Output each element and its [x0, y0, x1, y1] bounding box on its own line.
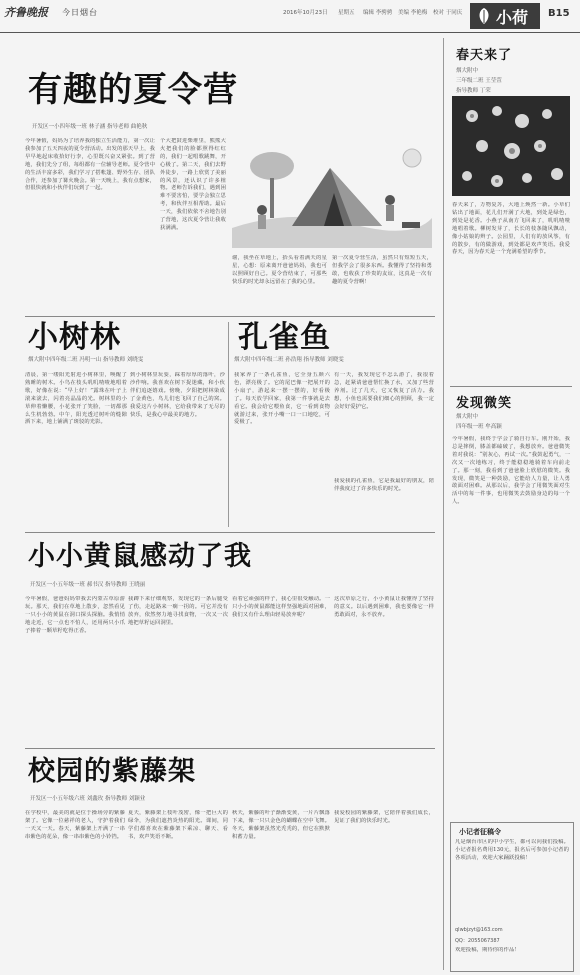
article-text-column: 谢，我坐在草地上，抬头看着满天的星星，心想：原来离开爸爸妈妈，我也可以照顾好自己。夏令营结束了，可那些快乐的时光却永远留在了我的心里。 — [232, 255, 327, 285]
camp-illustration — [232, 138, 432, 248]
notice-box — [450, 822, 574, 972]
article-text-column: 到小树林里玩耍，踩着厚厚的落叶，沙沙作响。我喜欢在树下捉迷藏，和小伙伴们追逐嬉戏。傍晚，夕阳把树林染成了金黄色，鸟儿们也飞回了自己的窝。我爱这片小树林，它给我带来了无尽的快乐，是我心中最美的地方。 — [130, 372, 225, 418]
section-tab — [470, 3, 540, 29]
masthead-bar — [0, 0, 580, 34]
article-text-column: 有一天，我发现它不怎么游了，我很着急，赶紧请爸爸帮忙换了水，又加了些营养剂。过了几天，它又恢复了活力。我想，小鱼也需要我们细心的照顾，我一定会好好爱护它。 — [334, 372, 434, 410]
article-text-column: 我爱我的孔雀鱼，它是我最好的朋友，陪伴我度过了许多快乐的时光。 — [334, 478, 434, 492]
article-text-column: 我家养了一条孔雀鱼，它全身五颜六色，漂亮极了。它的尾巴像一把展开的小扇子，游起来一摆一摆的，好看极了。每天放学回家，我第一件事就是去看它。我会给它喂鱼食，它一看到食物就游过来，张开小嘴一口一口地吃，可爱极了。 — [234, 372, 330, 426]
section-name: 小荷 — [496, 8, 529, 27]
article-text-column: 今年暑假，爸爸妈妈带我去内蒙古草原游玩。那天，我们在草地上散步，忽然看见一只小小的黄鼠在洞口探头探脑。我悄悄地走近，它一点也不怕人，还用两只小爪子捧着一颗草籽吃得正香。 — [25, 596, 125, 634]
sidebar-article-title: 发现微笑 — [456, 396, 513, 411]
sidebar-article-body: 春天来了，万物复苏，大地上焕然一新。小草们钻出了地面，花儿们开满了大地，到处是绿色，到处是花香。小燕子从南方飞回来了，叽叽喳喳地唱着歌。柳树发芽了，长长的枝条随风飘动，像小姑娘的辫子。公园里，人们有的放风筝，有的散步，有的做游戏，到处都是欢声笑语。我爱春天，因为春天是一个充满希望的季节。 — [452, 202, 570, 256]
flower-photo — [452, 96, 570, 196]
article-text-column: 这次草原之行，小小黄鼠让我懂得了坚持的意义。以后遇到困难，我也要像它一样勇敢面对，永不放弃。 — [334, 596, 434, 618]
notice-qq: QQ：2055067387 — [455, 938, 500, 944]
notice-title: 小记者征稿令 — [459, 828, 501, 836]
section-divider — [25, 316, 435, 317]
notice-email[interactable]: qlwbjzyt@163.com — [455, 927, 503, 933]
leaf-icon — [476, 7, 492, 29]
designer-credit: 美编 李艳梅 — [398, 10, 428, 16]
article-text-column: 清晨，第一缕阳光射进小树林里，唤醒了熟睡的树木。小鸟在枝头叽叽喳喳地唱着歌，好像在说：“早上好！”露珠在叶子上滚来滚去，闪着亮晶晶的光。树林里的小草伸着懒腰，小花张开了笑脸，一切都那么生机勃勃。中午，阳光透过树叶的缝隙洒下来，地上铺满了斑驳的光影。 — [25, 372, 127, 426]
sidebar-article-title: 春天来了 — [456, 48, 513, 63]
column-divider — [228, 322, 229, 527]
article-text-column: 第一次夏令营生活，虽然只有短短五天，但我学会了很多东西。我懂得了坚持和勇敢，也收获了珍贵的友谊，这真是一次有趣的夏令营啊！ — [332, 255, 432, 285]
article-text-column: 在学校中，最美的就是位于操场旁的紫藤架了。它像一位慈祥的老人，守护着我们一天又一天。春天，紫藤架上开满了一串串紫色的花朵，像一串串紫色的小铃铛。 — [25, 810, 125, 840]
article-text-column: 我爱校园的紫藤架，它陪伴着我们成长，见证了我们的快乐时光。 — [334, 810, 434, 824]
notice-body: 凡是烟台市区的中小学生，都可以向我们投稿。小记者报名费用130元，报名后可参加小记者的各项活动，欢迎大家踊跃投稿！ — [455, 839, 569, 861]
issue-weekday: 星期五 — [338, 10, 355, 16]
editor-credit: 编辑 李骋骋 — [363, 10, 393, 16]
sidebar-divider — [450, 386, 572, 387]
article-text-column: 我蹲下来仔细观察，发现它的一条后腿受了伤，走起路来一瘸一拐的。可它并没有放弃，依然努力地寻找食物，一次又一次地把草籽运回洞里。 — [128, 596, 228, 626]
section-divider — [25, 532, 435, 533]
article-title: 小树林 — [28, 320, 121, 355]
article-byline: 烟大附中四年级二班 冯明一山 指导教师 刘晓雯 — [28, 357, 144, 363]
sidebar-school: 烟大附中 — [456, 414, 479, 420]
edition-label: 今日烟台 — [62, 8, 98, 17]
article-text-column: 夏天，紫藤架上枝叶茂密，像一把巨大的绿伞，为我们遮挡炎热的阳光。课间，同学们都喜欢在紫藤架下乘凉、聊天、看书，欢声笑语不断。 — [128, 810, 228, 840]
header-rule — [0, 32, 580, 33]
sidebar-school: 烟大附中 — [456, 68, 479, 74]
article-title: 有趣的夏令营 — [28, 70, 238, 110]
sidebar-divider — [443, 38, 444, 970]
article-text-column: 今年暑假，妈妈为了培养我的独立生活能力，第一次让我参加了五天四夜的夏令营活动。出发的那天早上，我早早地起床收拾好行李，心里既兴奋又紧张。到了营地，我们先分了组，每组都有一位辅导老师。夏令营中的生活丰富多彩，我们学习了搭帐篷、野外生存、团队合作，还参加了篝火晚会。第一天晚上，我有点想家，但很快就和小伙伴们玩到了一起。 — [25, 138, 155, 192]
sidebar-article-body: 今年暑假，我终于学会了骑自行车。刚开始，我总是摔倒，膝盖都磕破了，我想放弃。爸爸微笑着对我说：“别灰心，再试一次。”我鼓起勇气，一次又一次地练习，终于能稳稳地骑着车向前走了。那一刻，我看到了爸爸脸上欣慰的微笑。我发现，微笑是一种鼓励，它能给人力量，让人勇敢面对困难。从那以后，我学会了用微笑面对生活中的每一件事，也用微笑去鼓励身边的每一个人。 — [452, 436, 570, 506]
sidebar-author: 四年级一班 牟高颖 — [456, 424, 502, 430]
article-text-column: 个大把鼓进柴堆里，熊熊大火把我们的脸都照得红红的，我们一起唱歌跳舞，开心极了。第二天，我们去野外徒步，一路上欣赏了美丽的风景，还认识了许多植物。老师告诉我们，遇到困难不要害怕，要学会独立思考，和伙伴互相帮助。最后一天，我们依依不舍地告别了营地，这次夏令营让我收获满满。 — [160, 138, 226, 231]
article-title: 孔雀鱼 — [238, 320, 331, 355]
article-text-column: 秋天，紫藤的叶子渐渐变黄，一片片飘落下来，像一只只金色的蝴蝶在空中飞舞。冬天，紫藤架虽然光秃秃的，但它在默默积蓄力量。 — [232, 810, 330, 840]
section-divider — [25, 748, 435, 749]
notice-ending: 欢迎投稿，期待你的作品！ — [455, 947, 520, 953]
article-text-column: 看着它顽强的样子，我心里很受触动。一只小小的黄鼠都能这样坚强地面对困难，我们又有什么理由轻易放弃呢？ — [232, 596, 330, 618]
page-number: B15 — [548, 8, 570, 19]
masthead-logo: 齐鲁晚报 — [4, 6, 48, 19]
sidebar-teacher: 指导教师 丁荣 — [456, 88, 491, 94]
sidebar-author: 三年级二班 王莹萱 — [456, 78, 502, 84]
article-title: 小小黄鼠感动了我 — [28, 541, 252, 572]
article-byline: 开发区一小五年级六班 刘鑫玫 指导教师 刘颖业 — [30, 796, 146, 802]
article-byline: 开发区一小五年级一班 郝书汉 指导教师 王晓丽 — [30, 582, 146, 588]
issue-date: 2016年10月23日 — [283, 10, 328, 16]
article-title: 校园的紫藤架 — [28, 756, 196, 787]
proof-credit: 校对 于同庆 — [433, 10, 463, 16]
article-byline: 开发区一小四年级一班 林子涵 指导老师 曲艳秋 — [32, 124, 148, 130]
article-byline: 烟大附中四年级二班 孙浩翔 指导教师 刘晓雯 — [234, 357, 344, 363]
